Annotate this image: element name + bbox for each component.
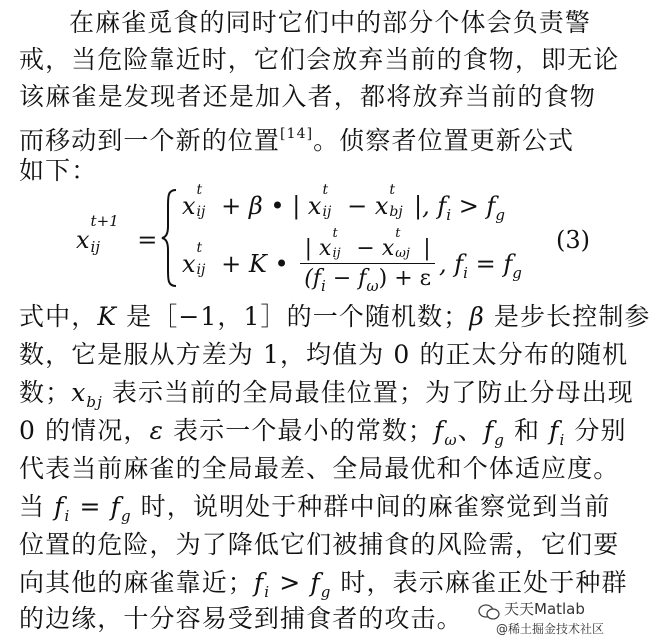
text: 时，表示麻雀正处于种群 — [331, 568, 628, 597]
subscript: ij — [322, 204, 332, 220]
var: x — [182, 250, 196, 278]
var: f — [434, 416, 445, 445]
operator: = — [70, 492, 111, 521]
text: | — [416, 236, 431, 261]
equation-3 — [0, 182, 613, 295]
script-stack — [331, 226, 349, 261]
subscript: g — [120, 507, 132, 525]
subscript: ω — [444, 431, 458, 449]
subscript: bj — [389, 204, 403, 220]
operator: + K • — [213, 250, 289, 278]
subscript: g — [512, 264, 522, 282]
para2-line2: 数，它是服从方差为 1，均值为 0 的正太分布的随机 — [19, 340, 629, 369]
para2-line3 — [19, 378, 634, 417]
text: 。侦察者位置更新公式 — [313, 126, 575, 155]
para1-line2: 戒，当危险靠近时，它们会放弃当前的食物，即无论 — [19, 45, 620, 74]
subscript: i — [463, 264, 468, 282]
var: x — [71, 378, 87, 407]
subscript: i — [559, 431, 566, 449]
subscript: ij — [196, 204, 206, 220]
para2-line5: 代表当前麻雀的全局最差、全局最优和个体适应度。 — [19, 454, 620, 483]
text: 0 的情况， — [19, 416, 150, 445]
var: x — [374, 192, 389, 220]
text: 数； — [19, 378, 72, 407]
superscript: t — [332, 226, 338, 241]
subscript: ij — [196, 262, 206, 278]
superscript: t — [196, 182, 203, 198]
subscript: g — [495, 206, 505, 224]
para2-line6 — [19, 492, 611, 531]
subscript: g — [320, 583, 332, 601]
var: ε — [149, 416, 164, 445]
var: β — [469, 302, 485, 331]
subscript: i — [321, 277, 326, 295]
condition: = f — [467, 250, 513, 278]
text: − x — [349, 236, 395, 261]
para2-line1 — [19, 302, 651, 332]
subscript: i — [64, 507, 71, 525]
script-stack — [321, 182, 339, 220]
watermark-subtitle: @稀土掘金技术社区 — [496, 622, 605, 636]
operator: − — [339, 192, 375, 220]
fraction-bar — [300, 263, 435, 264]
var: f — [483, 416, 495, 445]
condition: > f — [451, 192, 496, 220]
left-brace — [160, 188, 178, 288]
text: 而移动到一个新的位置 — [19, 126, 281, 155]
superscript: t — [322, 182, 329, 198]
text: 时，说明处于种群中间的麻雀察觉到当前 — [131, 492, 611, 521]
script-stack — [90, 212, 126, 256]
text: (f — [304, 266, 322, 291]
equation-case-1 — [182, 182, 505, 224]
var: x — [182, 192, 196, 220]
text: 表示一个最小的常数； — [163, 416, 435, 445]
equation-lhs — [76, 212, 158, 256]
subscript: g — [494, 431, 505, 449]
subscript: ω — [366, 277, 379, 295]
var: f — [54, 492, 65, 521]
para1-line4 — [19, 119, 574, 156]
watermark-title: 天天Matlab — [504, 600, 585, 618]
var: f — [253, 568, 265, 597]
subscript: ij — [90, 238, 100, 256]
var: x — [76, 226, 90, 254]
text: 是步长控制参 — [484, 302, 651, 331]
text: 是［−1，1］的一个随机数； — [117, 302, 470, 331]
watermark — [478, 598, 608, 636]
text: | x — [304, 236, 332, 261]
equation-case-2 — [182, 226, 522, 295]
equation-number: (3) — [556, 226, 590, 254]
text: 在麻雀觅食的同时它们中的部分个体会负责警 — [69, 8, 592, 37]
para2-line4 — [19, 416, 627, 455]
fraction — [300, 226, 435, 295]
script-stack — [196, 240, 214, 278]
text: 分别 — [565, 416, 627, 445]
para2-line9: 的边缘，十分容易受到捕食者的攻击。 — [19, 604, 463, 633]
denominator — [300, 266, 435, 295]
para1-line5: 如下： — [19, 156, 98, 185]
superscript: t+1 — [90, 212, 119, 230]
subscript: i — [264, 583, 271, 601]
text: 当 — [19, 492, 55, 521]
text: 向其他的麻雀靠近； — [19, 568, 254, 597]
superscript: t — [196, 240, 203, 256]
text: 表示当前的全局最佳位置；为了防止分母出现 — [102, 378, 634, 407]
text: 、 — [457, 416, 484, 445]
subscript: bj — [86, 393, 103, 411]
var: f — [549, 416, 560, 445]
operator: > — [270, 568, 311, 597]
var: x — [307, 192, 322, 220]
text: − f — [325, 266, 367, 291]
script-stack — [394, 226, 416, 261]
operator: + β • | — [213, 192, 308, 220]
condition: , f — [439, 250, 464, 278]
para2-line7: 位置的危险，为了降低它们被捕食的风险需，它们要 — [19, 530, 620, 559]
var: f — [110, 492, 121, 521]
citation: [14] — [280, 126, 314, 142]
subscript: ij — [332, 246, 341, 261]
text: 式中， — [19, 302, 98, 331]
text: 和 — [504, 416, 550, 445]
text: ) + ε — [378, 266, 432, 291]
var: K — [97, 302, 118, 331]
script-stack — [196, 182, 214, 220]
var: f — [310, 568, 321, 597]
subscript: ωj — [395, 246, 410, 261]
superscript: t — [395, 226, 401, 241]
para1-line1 — [69, 8, 591, 38]
script-stack — [388, 182, 406, 220]
equals-sign: = — [137, 226, 158, 254]
condition: |, f — [406, 192, 447, 220]
superscript: t — [389, 182, 396, 198]
subscript: i — [446, 206, 452, 224]
numerator — [300, 226, 435, 261]
para1-line3: 该麻雀是发现者还是加入者，都将放弃当前的食物 — [19, 82, 596, 111]
chat-bubble-icon — [478, 604, 500, 620]
